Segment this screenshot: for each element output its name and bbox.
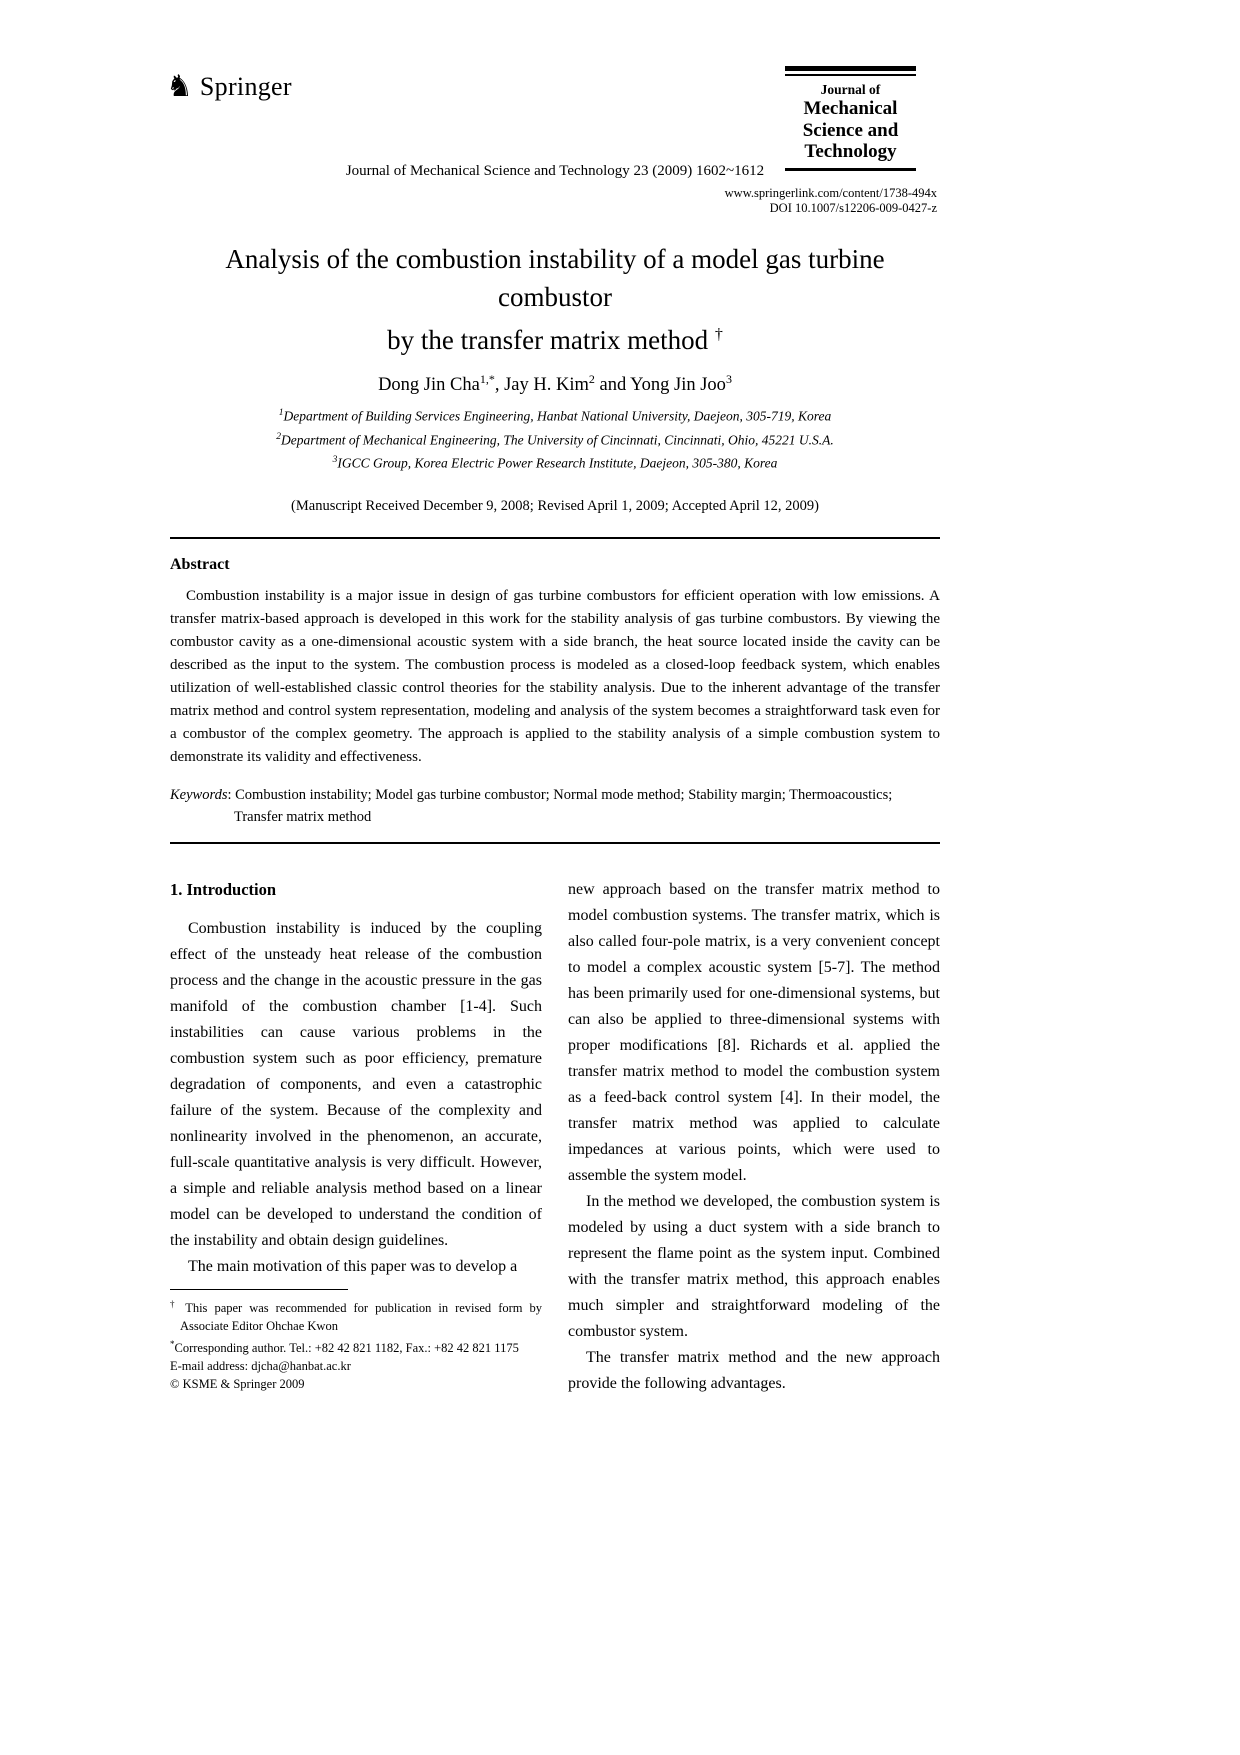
journal-box-top-bar xyxy=(785,66,916,71)
footnote-copyright: © KSME & Springer 2009 xyxy=(170,1376,305,1391)
footnote-block xyxy=(170,1289,542,1393)
paper-title xyxy=(170,240,940,359)
footnote-dagger-mark: † xyxy=(170,1298,179,1309)
affiliation-2 xyxy=(170,427,940,451)
affiliation-3 xyxy=(170,450,940,474)
journal-box-title-line-3: Technology xyxy=(804,141,897,162)
footnote-corresponding-author-text: Corresponding author. Tel.: +82 42 821 1182, Fax.: +82 42 821 1175 xyxy=(174,1340,519,1355)
journal-box-kicker: Journal of xyxy=(820,82,881,97)
footnote-email: E-mail address: djcha@hanbat.ac.kr xyxy=(170,1358,351,1373)
divider-below-keywords xyxy=(170,842,940,844)
springer-wordmark: Springer xyxy=(199,72,292,101)
journal-box-second-bar xyxy=(785,74,916,76)
right-column-paragraph-3: The transfer matrix method and the new approach provide the following advantages. xyxy=(568,1348,940,1392)
affiliation-2-text: Department of Mechanical Engineering, The University of Cincinnati, Cincinnati, Ohio, 45221 U.S.A. xyxy=(281,432,834,448)
left-column xyxy=(170,877,542,1397)
footnote-corresponding-author xyxy=(170,1335,542,1357)
keywords-label: Keywords xyxy=(170,786,228,803)
right-column xyxy=(568,877,940,1397)
journal-logo-box xyxy=(785,66,916,171)
journal-box-title-line-2: Science and xyxy=(802,119,899,141)
affiliation-3-text: IGCC Group, Korea Electric Power Research Institute, Daejeon, 305-380, Korea xyxy=(337,455,778,471)
journal-citation-line: Journal of Mechanical Science and Technology 23 (2009) 1602~1612 xyxy=(345,163,765,179)
divider-above-abstract xyxy=(170,537,940,539)
right-column-paragraph-1: new approach based on the transfer matrix method to model combustion systems. The transfer matrix, which is also called four-pole matrix, is a very convenient concept to model a complex acoustic system [5-7]. The method has been primarily used for one-dimensional systems, but can also be applied to three-dimensional systems with proper modifications [8]. Richards et al. applied the transfer matrix method to model the combustion system as a feed-back control system [4]. In their model, the transfer matrix method was applied to calculate impedances at various points, which were used to assemble the system model. xyxy=(568,880,940,1184)
springer-horse-icon: ♞ xyxy=(166,70,193,103)
paper-title-line-2 xyxy=(170,316,940,359)
keywords-line xyxy=(170,784,940,828)
affiliation-3-superscript: 3 xyxy=(332,455,338,466)
paper-title-line-1: Analysis of the combustion instability of a model gas turbine combustor xyxy=(225,244,885,312)
title-dagger-mark: † xyxy=(714,326,723,343)
footnote-recommendation-text: This paper was recommended for publication in revised form by Associate Editor Ohchae Kwon xyxy=(180,1300,543,1333)
section-heading-introduction: 1. Introduction xyxy=(170,879,277,899)
page-body xyxy=(170,240,940,1397)
header-links xyxy=(170,186,937,215)
author-2-superscript: 2 xyxy=(588,372,595,386)
intro-paragraph-1: Combustion instability is induced by the coupling effect of the unsteady heat release of the combustion process and the change in the acoustic pressure in the gas manifold of the combustion chamber [1-4]. Such instabilities can cause various problems in the combustion system such as poor efficiency, premature degradation of components, and even a catastrophic failure of the system. Because of the complexity and nonlinearity involved in the phenomenon, an accurate, full-scale quantitative analysis is very difficult. However, a simple and reliable analysis method based on a linear model can be developed to understand the condition of the instability and obtain design guidelines. xyxy=(170,919,542,1249)
author-3-superscript: 3 xyxy=(725,372,732,386)
author-1: Dong Jin Cha xyxy=(378,375,480,396)
authors-line xyxy=(170,372,940,396)
author-1-superscript: 1,* xyxy=(479,372,495,386)
affiliations xyxy=(170,403,940,474)
author-2: , Jay H. Kim xyxy=(494,375,589,396)
abstract-text: Combustion instability is a major issue in design of gas turbine combustors for efficient operation with low emissions. A transfer matrix-based approach is developed in this work for the stability analysis of gas turbine combustors. By viewing the combustor cavity as a one-dimensional acoustic system with a side branch, the heat source located inside the cavity can be described as the input to the system. The combustion process is modeled as a closed-loop feedback system, which enables utilization of well-established classic control theories for the stability analysis. Due to the inherent advantage of the transfer matrix method and control system representation, modeling and analysis of the system becomes a straightforward task even for a combustor of the complex geometry. The approach is applied to the stability analysis of a simple combustion system to demonstrate its validity and effectiveness. xyxy=(170,587,940,765)
springerlink-url: www.springerlink.com/content/1738-494x xyxy=(724,186,937,200)
abstract-heading: Abstract xyxy=(170,555,230,573)
footnote-divider xyxy=(170,1289,348,1290)
manuscript-history: (Manuscript Received December 9, 2008; Revised April 1, 2009; Accepted April 12, 2009) xyxy=(291,497,819,514)
footnote-star-mark: * xyxy=(170,1338,175,1349)
doi-line: DOI 10.1007/s12206-009-0427-z xyxy=(769,200,937,215)
affiliation-1 xyxy=(170,403,940,427)
author-3: and Yong Jin Joo xyxy=(594,375,726,396)
affiliation-1-text: Department of Building Services Engineering, Hanbat National University, Daejeon, 305-719, Korea xyxy=(283,408,832,424)
intro-paragraph-2: The main motivation of this paper was to develop a xyxy=(188,1257,518,1275)
paper-title-line-2-text: by the transfer matrix method xyxy=(387,325,709,355)
footnote-recommendation xyxy=(170,1295,542,1335)
affiliation-2-superscript: 2 xyxy=(276,431,282,442)
affiliation-1-superscript: 1 xyxy=(278,408,284,419)
springer-logo xyxy=(166,72,292,102)
keywords-text: : Combustion instability; Model gas turbine combustor; Normal mode method; Stability margin; Thermoacoustics; Transfer matrix method xyxy=(227,786,893,825)
right-column-paragraph-2: In the method we developed, the combustion system is modeled by using a duct system with a side branch to represent the flame point as the system input. Combined with the transfer matrix method, this approach enables much simpler and straightforward modeling of the combustor system. xyxy=(568,1192,940,1340)
journal-box-title-line-1: Mechanical xyxy=(803,98,898,119)
two-column-body xyxy=(170,877,940,1397)
